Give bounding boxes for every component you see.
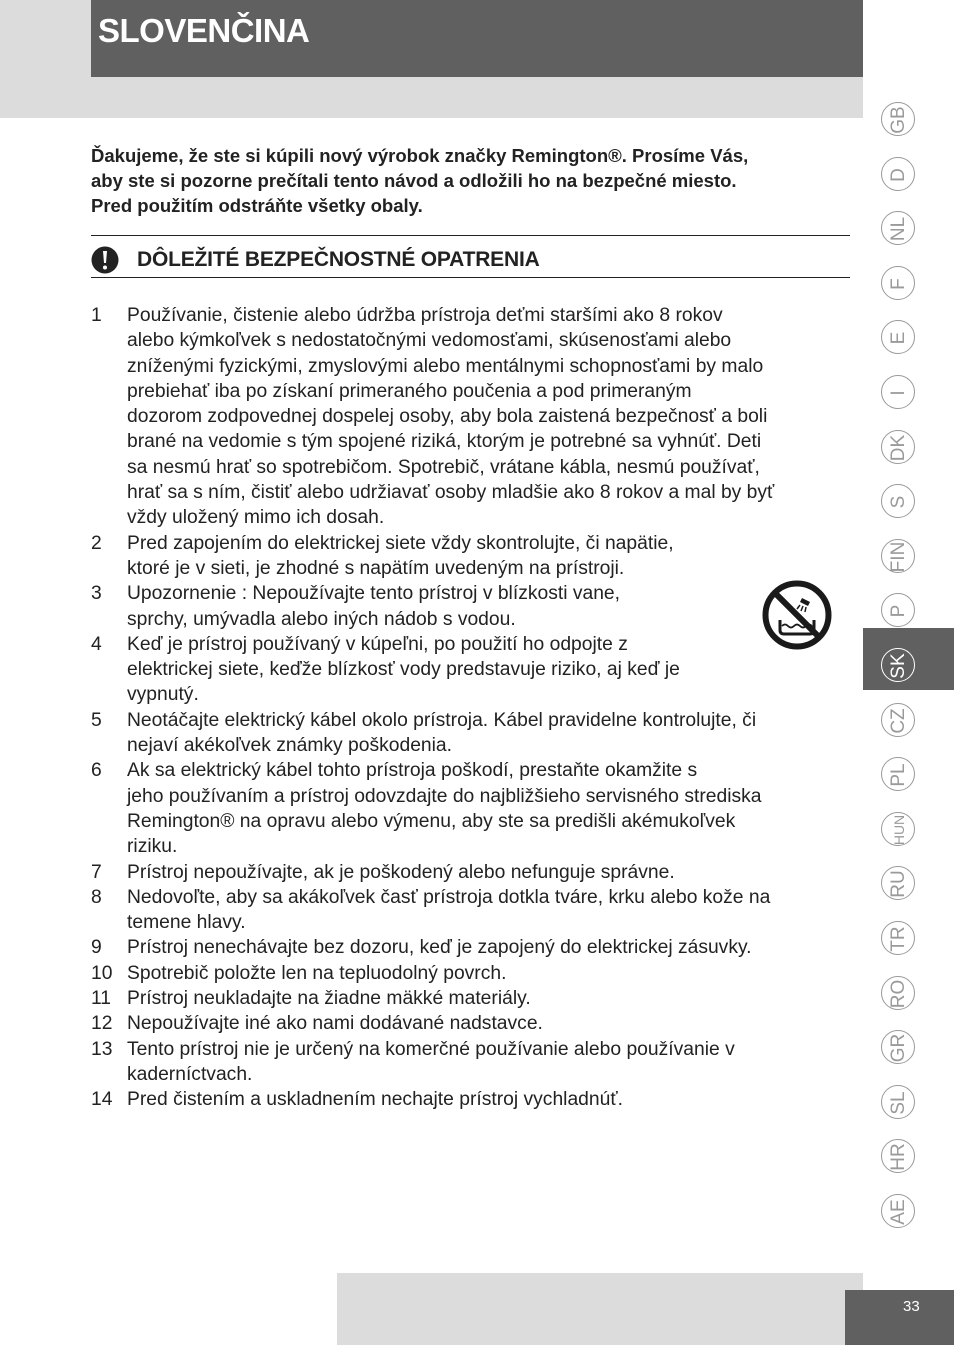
list-item-text: Ak sa elektrický kábel tohto prístroja poškodí, prestaňte okamžite s bbox=[127, 760, 698, 782]
page-number: 33 bbox=[903, 1298, 920, 1315]
list-item-text: Nepoužívajte iné ako nami dodávané nadstavce. bbox=[127, 1013, 543, 1035]
list-item bbox=[91, 935, 851, 960]
language-tab-nl[interactable] bbox=[876, 206, 922, 252]
list-item-text: Prístroj neukladajte na žiadne mäkké materiály. bbox=[127, 988, 531, 1010]
language-tab-label: AE bbox=[888, 1199, 909, 1225]
list-item-text: Spotrebič položte len na tepluodolný povrch. bbox=[127, 962, 507, 984]
language-tab-label: E bbox=[888, 332, 909, 345]
language-tab-label: RO bbox=[888, 979, 909, 1008]
page-number-box bbox=[845, 1290, 954, 1345]
list-item-number: 13 bbox=[91, 1038, 113, 1060]
list-item-text: Remington® na opravu alebo výmenu, aby ste sa predišli akémukoľvek bbox=[127, 810, 736, 832]
language-tab-sl[interactable] bbox=[876, 1080, 922, 1126]
language-tab-s[interactable] bbox=[876, 479, 922, 525]
section-title: DÔLEŽITÉ BEZPEČNOSTNÉ OPATRENIA bbox=[137, 248, 540, 271]
intro-line: Ďakujeme, že ste si kúpili nový výrobok značky Remington®. Prosíme Vás, bbox=[91, 145, 749, 166]
page-footer-left bbox=[0, 1273, 337, 1345]
language-tab-label: TR bbox=[888, 926, 909, 952]
list-item bbox=[91, 758, 851, 859]
language-tab-label: S bbox=[888, 495, 909, 509]
language-tab-gr[interactable] bbox=[876, 1025, 922, 1071]
list-item-text: Neotáčajte elektrický kábel okolo prístroja. Kábel pravidelne kontrolujte, či bbox=[127, 709, 757, 731]
list-item-text: Nedovoľte, aby sa akákoľvek časť prístroja dotkla tváre, krku alebo kože na bbox=[127, 886, 771, 908]
language-tab-dk[interactable] bbox=[876, 425, 922, 471]
warning-icon bbox=[91, 246, 119, 274]
list-item-text: Keď je prístroj používaný v kúpeľni, po použití ho odpojte z bbox=[127, 633, 628, 655]
intro-line: aby ste si pozorne prečítali tento návod a odložili ho na bezpečné miesto. bbox=[91, 170, 737, 191]
list-item-text: sa nesmú hrať so spotrebičom. Spotrebič, vrátane kábla, nesmú používať, bbox=[127, 456, 760, 478]
list-item-text: temene hlavy. bbox=[127, 912, 246, 934]
list-item-text: Tento prístroj nie je určený na komerčné používanie alebo používanie v bbox=[127, 1038, 735, 1060]
list-item-text: prebiehať iba po získaní primeraného poučenia a pod primeraným bbox=[127, 380, 692, 402]
list-item-text: sprchy, umývadla alebo iných nádob s vodou. bbox=[127, 608, 516, 630]
list-item-text: dozorom zodpovednej dospelej osoby, aby bola zaistená bezpečnosť a boli bbox=[127, 406, 768, 428]
list-item-number: 12 bbox=[91, 1013, 113, 1035]
list-item-number: 5 bbox=[91, 709, 102, 731]
section-rule-bottom bbox=[91, 277, 850, 278]
list-item-number: 7 bbox=[91, 861, 102, 883]
language-tab-label: FIN bbox=[888, 541, 909, 573]
language-tab-pl[interactable] bbox=[876, 752, 922, 798]
list-item-number: 1 bbox=[91, 305, 102, 326]
list-item-number: 11 bbox=[91, 988, 112, 1010]
language-tab-d[interactable] bbox=[876, 152, 922, 198]
list-item bbox=[91, 1087, 851, 1112]
list-item-text: Upozornenie : Nepoužívajte tento prístroj v blízkosti vane, bbox=[127, 583, 620, 605]
list-item-number: 4 bbox=[91, 633, 102, 655]
list-item bbox=[91, 860, 851, 885]
list-item-text: Používanie, čistenie alebo údržba prístroja deťmi staršími ako 8 rokov bbox=[127, 305, 723, 326]
list-item-number: 9 bbox=[91, 937, 102, 959]
list-item-text: hrať sa s ním, čistiť alebo udržiavať osoby mladšie ako 8 rokov a mal by byť bbox=[127, 482, 775, 504]
list-item-number: 2 bbox=[91, 532, 102, 554]
language-tab-label: SL bbox=[888, 1091, 909, 1115]
language-tab-label: GR bbox=[888, 1033, 909, 1063]
language-tab-ro[interactable] bbox=[876, 971, 922, 1017]
list-item bbox=[91, 708, 851, 759]
language-tab-label: SK bbox=[888, 653, 909, 679]
language-tab-label: NL bbox=[888, 217, 909, 242]
list-item-text: Prístroj nenechávajte bez dozoru, keď je zapojený do elektrickej zásuvky. bbox=[127, 937, 752, 959]
language-tab-label: GB bbox=[888, 106, 909, 134]
list-item-number: 6 bbox=[91, 760, 102, 782]
language-tab-label: HR bbox=[888, 1143, 909, 1172]
language-tab-label: PL bbox=[888, 763, 909, 787]
language-tab-i[interactable] bbox=[876, 370, 922, 416]
language-tab-p[interactable] bbox=[876, 588, 922, 634]
list-item-text: brané na vedomie s tým spojené riziká, ktorým je potrebné sa vyhnúť. Deti bbox=[127, 431, 762, 453]
language-tab-label: DK bbox=[888, 434, 909, 461]
list-item-text: nejaví akékoľvek známky poškodenia. bbox=[127, 735, 453, 757]
list-item bbox=[91, 581, 851, 632]
list-item-text: alebo kýmkoľvek s nedostatočnými vedomosťami, skúsenosťami alebo bbox=[127, 330, 732, 352]
list-item bbox=[91, 1037, 851, 1088]
language-tab-sk[interactable] bbox=[876, 643, 922, 689]
language-tab-label: D bbox=[888, 167, 909, 182]
list-item-text: kaderníctvach. bbox=[127, 1063, 253, 1085]
safety-list bbox=[91, 303, 851, 1113]
list-item-text: Pred čistením a uskladnením nechajte prístroj vychladnúť. bbox=[127, 1089, 623, 1111]
list-item bbox=[91, 885, 851, 936]
list-item bbox=[91, 1011, 851, 1036]
list-item-text: jeho používaním a prístroj odovzdajte do najbližšieho servisného strediska bbox=[127, 785, 762, 807]
list-item-number: 3 bbox=[91, 583, 102, 605]
language-tab-label: HUN bbox=[891, 814, 907, 845]
intro-line: Pred použitím odstráňte všetky obaly. bbox=[91, 195, 423, 216]
list-item bbox=[91, 961, 851, 986]
language-tab-cz[interactable] bbox=[876, 698, 922, 744]
list-item bbox=[91, 531, 851, 582]
list-item-text: vždy uložený mimo ich dosah. bbox=[127, 507, 385, 529]
language-tab-fin[interactable] bbox=[876, 534, 922, 580]
language-tab-hun[interactable] bbox=[876, 807, 922, 853]
language-tab-e[interactable] bbox=[876, 315, 922, 361]
section-rule-top bbox=[91, 235, 850, 236]
list-item-text: zníženými fyzickými, zmyslovými alebo mentálnymi schopnosťami by malo bbox=[127, 355, 764, 377]
list-item-text: elektrickej siete, keďže blízkosť vody predstavuje riziko, aj keď je bbox=[127, 659, 680, 681]
language-tab-label: RU bbox=[888, 870, 909, 899]
language-tab-label: F bbox=[888, 278, 909, 290]
language-tab-ae[interactable] bbox=[876, 1189, 922, 1235]
list-item bbox=[91, 986, 851, 1011]
list-item-text: Prístroj nepoužívajte, ak je poškodený alebo nefunguje správne. bbox=[127, 861, 675, 883]
intro-paragraph bbox=[91, 143, 831, 218]
list-item-number: 14 bbox=[91, 1089, 113, 1111]
language-tab-f[interactable] bbox=[876, 261, 922, 307]
list-item-text: ktoré je v sieti, je zhodné s napätím uvedeným na prístroji. bbox=[127, 557, 625, 579]
language-tab-hr[interactable] bbox=[876, 1134, 922, 1180]
language-tab-label: I bbox=[888, 390, 909, 396]
language-tab-tr[interactable] bbox=[876, 916, 922, 962]
list-item-number: 10 bbox=[91, 962, 113, 984]
footer-bar bbox=[337, 1273, 863, 1345]
list-item bbox=[91, 303, 851, 531]
language-tab-gb[interactable] bbox=[876, 97, 922, 143]
list-item-text: riziku. bbox=[127, 836, 178, 858]
list-item-number: 8 bbox=[91, 886, 102, 908]
no-water-near-bath-icon bbox=[762, 580, 832, 650]
language-tab-ru[interactable] bbox=[876, 861, 922, 907]
page-title: SLOVENČINA bbox=[98, 12, 310, 49]
language-tab-label: CZ bbox=[888, 707, 909, 734]
list-item bbox=[91, 632, 851, 708]
list-item-text: Pred zapojením do elektrickej siete vždy skontrolujte, či napätie, bbox=[127, 532, 674, 554]
language-tab-label: P bbox=[888, 605, 909, 618]
list-item-text: vypnutý. bbox=[127, 684, 199, 706]
